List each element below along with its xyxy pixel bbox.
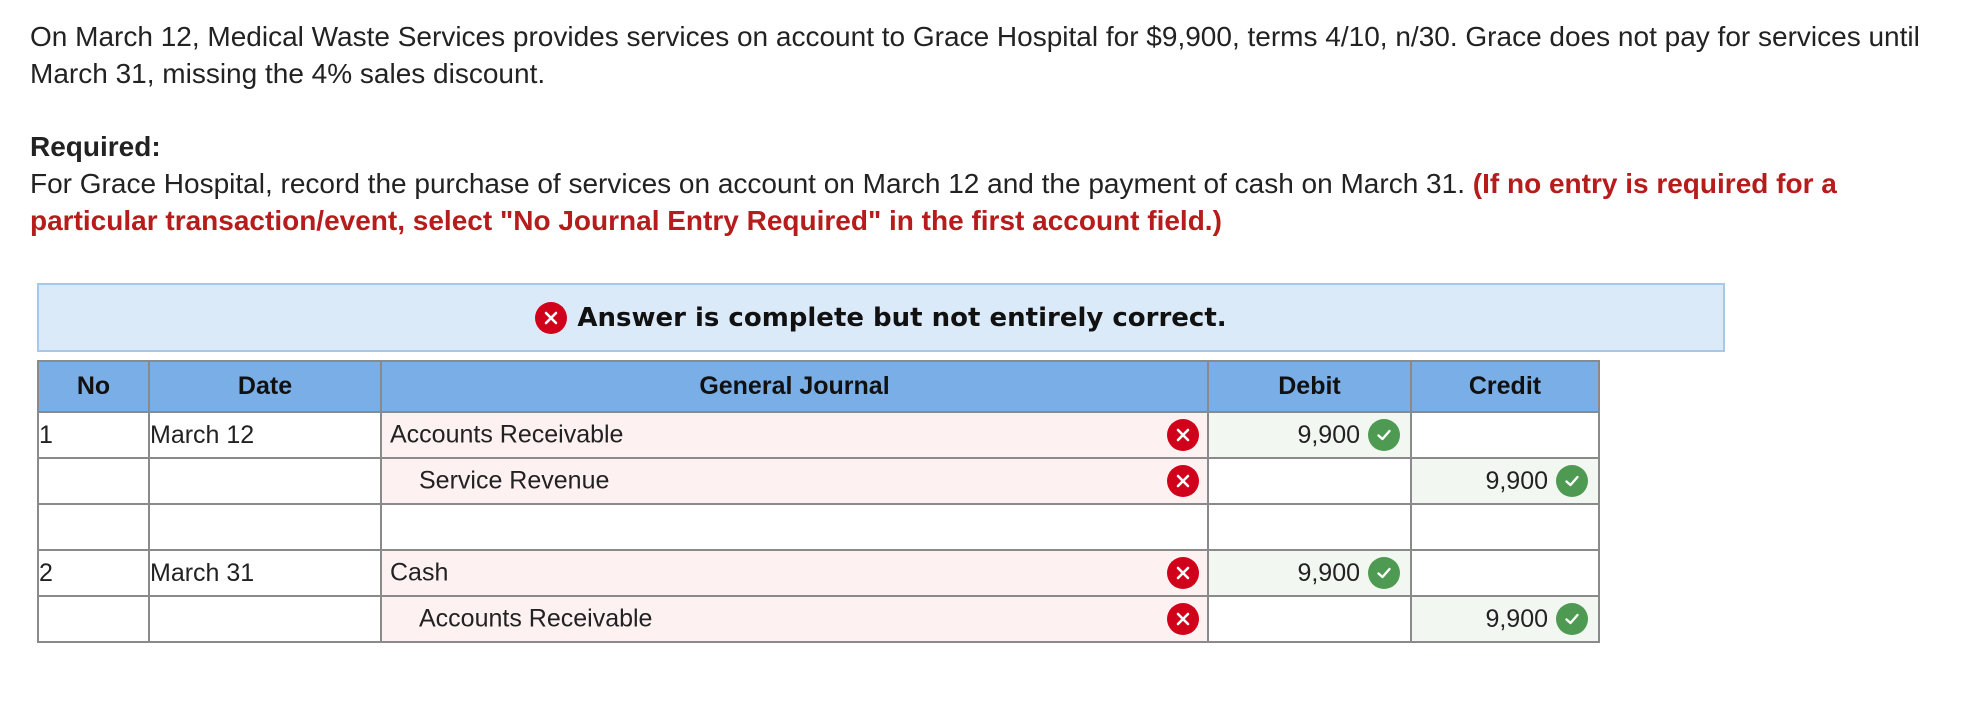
credit-value: 9,900 xyxy=(1485,466,1548,495)
answer-status-banner xyxy=(37,283,1725,352)
header-general-journal: General Journal xyxy=(381,361,1208,412)
row-number: 2 xyxy=(38,550,149,596)
table-row xyxy=(38,596,1599,642)
table-row xyxy=(38,458,1599,504)
header-credit: Credit xyxy=(1411,361,1599,412)
date-cell[interactable]: March 12 xyxy=(149,412,381,458)
debit-input[interactable] xyxy=(1208,412,1411,458)
table-row xyxy=(38,550,1599,596)
header-debit: Debit xyxy=(1208,361,1411,412)
required-text: For Grace Hospital, record the purchase of services on account on March 12 and the payment of cash on March 31. xyxy=(30,168,1465,199)
required-instructions xyxy=(30,165,1930,239)
account-select[interactable] xyxy=(381,596,1208,642)
row-number: 1 xyxy=(38,412,149,458)
table-header-row xyxy=(38,361,1599,412)
debit-value: 9,900 xyxy=(1297,558,1360,587)
account-select[interactable] xyxy=(381,412,1208,458)
table-row xyxy=(38,412,1599,458)
x-circle-icon xyxy=(1167,465,1199,497)
date-cell[interactable] xyxy=(149,504,381,550)
header-no: No xyxy=(38,361,149,412)
credit-input[interactable] xyxy=(1411,550,1599,596)
debit-input[interactable] xyxy=(1208,458,1411,504)
credit-input[interactable] xyxy=(1411,458,1599,504)
account-name: Service Revenue xyxy=(419,466,610,495)
x-circle-icon xyxy=(535,302,567,334)
x-circle-icon xyxy=(1167,603,1199,635)
check-circle-icon xyxy=(1556,603,1588,635)
credit-input[interactable] xyxy=(1411,596,1599,642)
credit-value: 9,900 xyxy=(1485,604,1548,633)
x-circle-icon xyxy=(1167,419,1199,451)
account-select[interactable] xyxy=(381,458,1208,504)
debit-input[interactable] xyxy=(1208,596,1411,642)
required-hint: (If no entry is required for a particular transaction/event, select "No Journal Entry Required" in the first account field.) xyxy=(30,168,1837,236)
check-circle-icon xyxy=(1368,557,1400,589)
date-cell[interactable]: March 31 xyxy=(149,550,381,596)
row-number xyxy=(38,458,149,504)
debit-value: 9,900 xyxy=(1297,420,1360,449)
debit-input[interactable] xyxy=(1208,504,1411,550)
date-cell[interactable] xyxy=(149,596,381,642)
date-cell[interactable] xyxy=(149,458,381,504)
account-select[interactable] xyxy=(381,504,1208,550)
answer-status-text: Answer is complete but not entirely correct. xyxy=(577,302,1227,333)
credit-input[interactable] xyxy=(1411,412,1599,458)
table-row xyxy=(38,504,1599,550)
check-circle-icon xyxy=(1368,419,1400,451)
x-circle-icon xyxy=(1167,557,1199,589)
account-name: Cash xyxy=(390,558,449,587)
row-number xyxy=(38,504,149,550)
required-heading: Required: xyxy=(30,131,161,162)
row-number xyxy=(38,596,149,642)
header-date: Date xyxy=(149,361,381,412)
journal-table xyxy=(37,360,1600,643)
debit-input[interactable] xyxy=(1208,550,1411,596)
credit-input[interactable] xyxy=(1411,504,1599,550)
check-circle-icon xyxy=(1556,465,1588,497)
account-name: Accounts Receivable xyxy=(390,420,624,449)
account-name: Accounts Receivable xyxy=(419,604,653,633)
problem-statement: On March 12, Medical Waste Services provides services on account to Grace Hospital for $9,900, terms 4/10, n/30. Grace does not pay for services until March 31, missing the 4% sales discount. xyxy=(30,21,1920,89)
account-select[interactable] xyxy=(381,550,1208,596)
